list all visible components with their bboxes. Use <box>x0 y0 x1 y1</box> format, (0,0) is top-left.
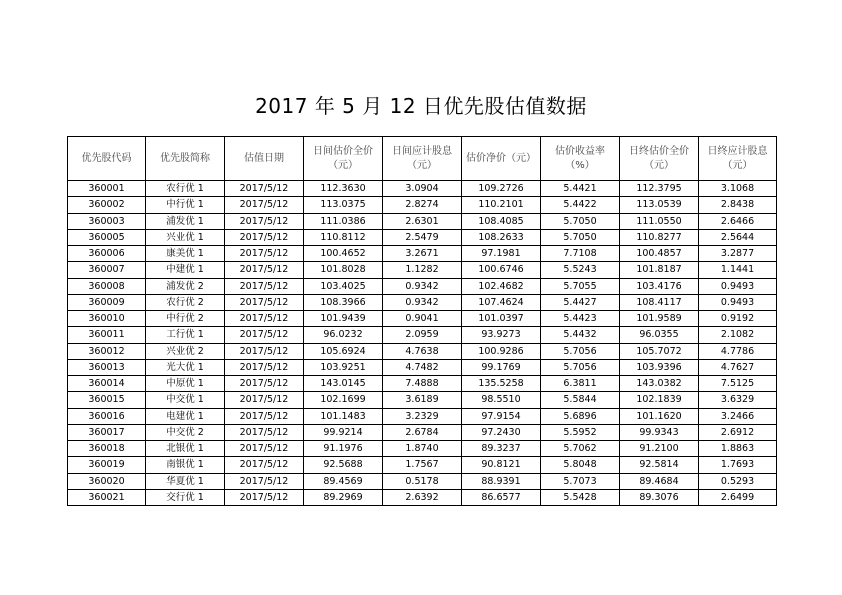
table-cell-intraday-full-price: 89.4569 <box>304 473 383 489</box>
table-cell-eod-accrued-dividend: 3.2466 <box>699 408 777 424</box>
column-header-text: 估价净价（元） <box>466 152 536 164</box>
table-cell-yield: 5.7056 <box>541 359 620 375</box>
table-cell-eod-full-price: 143.0382 <box>620 376 699 392</box>
table-cell-net-price: 102.4682 <box>462 278 541 294</box>
column-header-text: 估价收益率 <box>555 145 605 157</box>
table-cell-valuation-date: 2017/5/12 <box>225 359 304 375</box>
table-cell-short-name: 中建优 1 <box>146 262 225 278</box>
table-cell-short-name: 工行优 1 <box>146 327 225 343</box>
table-cell-intraday-full-price: 105.6924 <box>304 343 383 359</box>
column-header-yield <box>541 137 620 181</box>
table-cell-code: 360018 <box>68 441 146 457</box>
table-cell-eod-accrued-dividend: 3.2877 <box>699 246 777 262</box>
page-title: 2017 年 5 月 12 日优先股估值数据 <box>255 94 587 118</box>
table-cell-eod-full-price: 110.8277 <box>620 229 699 245</box>
table-cell-yield: 5.5428 <box>541 489 620 505</box>
table-cell-net-price: 109.2726 <box>462 181 541 197</box>
table-cell-eod-accrued-dividend: 2.6912 <box>699 424 777 440</box>
table-cell-eod-accrued-dividend: 2.8438 <box>699 197 777 213</box>
table-cell-intraday-accrued-dividend: 2.6392 <box>383 489 462 505</box>
table-cell-yield: 5.4432 <box>541 327 620 343</box>
table-cell-eod-accrued-dividend: 4.7627 <box>699 359 777 375</box>
table-cell-eod-accrued-dividend: 0.5293 <box>699 473 777 489</box>
table-cell-net-price: 99.1769 <box>462 359 541 375</box>
table-cell-intraday-full-price: 101.9439 <box>304 311 383 327</box>
table-cell-net-price: 108.2633 <box>462 229 541 245</box>
table-cell-eod-accrued-dividend: 0.9192 <box>699 311 777 327</box>
table-cell-short-name: 中行优 2 <box>146 311 225 327</box>
table-cell-eod-full-price: 111.0550 <box>620 213 699 229</box>
table-cell-short-name: 北银优 1 <box>146 441 225 457</box>
table-row <box>68 392 777 408</box>
table-cell-eod-full-price: 113.0539 <box>620 197 699 213</box>
table-cell-valuation-date: 2017/5/12 <box>225 311 304 327</box>
table-cell-yield: 5.7050 <box>541 213 620 229</box>
table-row <box>68 246 777 262</box>
table-cell-code: 360006 <box>68 246 146 262</box>
table-cell-short-name: 浦发优 2 <box>146 278 225 294</box>
table-cell-code: 360014 <box>68 376 146 392</box>
column-header-text: 优先股代码 <box>81 152 132 164</box>
table-cell-eod-full-price: 105.7072 <box>620 343 699 359</box>
table-cell-valuation-date: 2017/5/12 <box>225 457 304 473</box>
table-cell-short-name: 中行优 1 <box>146 197 225 213</box>
column-header-short-name <box>146 137 225 181</box>
table-cell-valuation-date: 2017/5/12 <box>225 489 304 505</box>
table-cell-eod-accrued-dividend: 3.1068 <box>699 181 777 197</box>
table-cell-short-name: 交行优 1 <box>146 489 225 505</box>
table-cell-eod-full-price: 92.5814 <box>620 457 699 473</box>
table-cell-net-price: 89.3237 <box>462 441 541 457</box>
table-cell-code: 360005 <box>68 229 146 245</box>
table-cell-code: 360016 <box>68 408 146 424</box>
table-cell-intraday-accrued-dividend: 1.8740 <box>383 441 462 457</box>
table-cell-intraday-full-price: 103.9251 <box>304 359 383 375</box>
table-cell-valuation-date: 2017/5/12 <box>225 181 304 197</box>
table-cell-intraday-accrued-dividend: 7.4888 <box>383 376 462 392</box>
table-cell-eod-accrued-dividend: 1.8863 <box>699 441 777 457</box>
table-row <box>68 278 777 294</box>
table-cell-intraday-accrued-dividend: 3.2329 <box>383 408 462 424</box>
table-cell-eod-full-price: 103.9396 <box>620 359 699 375</box>
table-cell-yield: 5.7073 <box>541 473 620 489</box>
table-cell-eod-full-price: 101.8187 <box>620 262 699 278</box>
table-cell-eod-accrued-dividend: 2.5644 <box>699 229 777 245</box>
column-header-text: （元） <box>644 159 674 171</box>
table-cell-code: 360013 <box>68 359 146 375</box>
column-header-text: （元） <box>328 159 358 171</box>
table-row <box>68 457 777 473</box>
table-cell-intraday-accrued-dividend: 2.0959 <box>383 327 462 343</box>
table-cell-net-price: 101.0397 <box>462 311 541 327</box>
table-cell-yield: 5.4422 <box>541 197 620 213</box>
table-cell-intraday-full-price: 89.2969 <box>304 489 383 505</box>
table-cell-code: 360021 <box>68 489 146 505</box>
column-header-text: 日终估价全价 <box>629 145 689 157</box>
table-cell-valuation-date: 2017/5/12 <box>225 278 304 294</box>
column-header-text: （元） <box>722 159 753 171</box>
table-cell-intraday-accrued-dividend: 0.9041 <box>383 311 462 327</box>
table-cell-net-price: 97.2430 <box>462 424 541 440</box>
table-cell-intraday-full-price: 100.4652 <box>304 246 383 262</box>
table-cell-yield: 5.4423 <box>541 311 620 327</box>
table-cell-intraday-accrued-dividend: 0.9342 <box>383 278 462 294</box>
table-cell-valuation-date: 2017/5/12 <box>225 424 304 440</box>
table-cell-valuation-date: 2017/5/12 <box>225 376 304 392</box>
table-cell-short-name: 兴业优 2 <box>146 343 225 359</box>
table-cell-eod-full-price: 101.9589 <box>620 311 699 327</box>
column-header-text: 优先股简称 <box>160 152 210 164</box>
column-header-code <box>68 137 146 181</box>
table-cell-eod-accrued-dividend: 2.6466 <box>699 213 777 229</box>
column-header-text: （元） <box>407 159 437 171</box>
table-cell-code: 360015 <box>68 392 146 408</box>
table-cell-eod-accrued-dividend: 2.6499 <box>699 489 777 505</box>
table-cell-valuation-date: 2017/5/12 <box>225 327 304 343</box>
table-cell-valuation-date: 2017/5/12 <box>225 213 304 229</box>
table-cell-intraday-accrued-dividend: 4.7482 <box>383 359 462 375</box>
table-cell-intraday-accrued-dividend: 0.5178 <box>383 473 462 489</box>
table-cell-eod-full-price: 103.4176 <box>620 278 699 294</box>
table-cell-intraday-accrued-dividend: 1.1282 <box>383 262 462 278</box>
table-row <box>68 376 777 392</box>
table-cell-eod-full-price: 96.0355 <box>620 327 699 343</box>
table-cell-intraday-accrued-dividend: 3.2671 <box>383 246 462 262</box>
table-cell-code: 360001 <box>68 181 146 197</box>
table-row <box>68 489 777 505</box>
table-cell-yield: 5.5844 <box>541 392 620 408</box>
table-cell-code: 360017 <box>68 424 146 440</box>
table-cell-code: 360007 <box>68 262 146 278</box>
table-row <box>68 294 777 310</box>
table-cell-net-price: 88.9391 <box>462 473 541 489</box>
table-cell-short-name: 华夏优 1 <box>146 473 225 489</box>
table-cell-eod-accrued-dividend: 1.7693 <box>699 457 777 473</box>
table-cell-intraday-full-price: 112.3630 <box>304 181 383 197</box>
table-cell-net-price: 135.5258 <box>462 376 541 392</box>
table-cell-eod-full-price: 101.1620 <box>620 408 699 424</box>
table-cell-valuation-date: 2017/5/12 <box>225 408 304 424</box>
table-cell-intraday-full-price: 102.1699 <box>304 392 383 408</box>
table-row <box>68 213 777 229</box>
table-cell-intraday-full-price: 101.8028 <box>304 262 383 278</box>
table-cell-short-name: 光大优 1 <box>146 359 225 375</box>
column-header-text: 估值日期 <box>244 152 284 164</box>
table-cell-short-name: 中交优 2 <box>146 424 225 440</box>
table-cell-yield: 5.7062 <box>541 441 620 457</box>
table-cell-eod-accrued-dividend: 2.1082 <box>699 327 777 343</box>
table-cell-eod-accrued-dividend: 7.5125 <box>699 376 777 392</box>
table-row <box>68 327 777 343</box>
table-cell-intraday-full-price: 111.0386 <box>304 213 383 229</box>
table-row <box>68 262 777 278</box>
table-cell-valuation-date: 2017/5/12 <box>225 262 304 278</box>
table-cell-code: 360008 <box>68 278 146 294</box>
table-cell-eod-accrued-dividend: 4.7786 <box>699 343 777 359</box>
table-cell-intraday-accrued-dividend: 3.0904 <box>383 181 462 197</box>
table-cell-yield: 7.7108 <box>541 246 620 262</box>
table-cell-yield: 5.6896 <box>541 408 620 424</box>
table-row <box>68 181 777 197</box>
table-cell-net-price: 93.9273 <box>462 327 541 343</box>
table-cell-intraday-full-price: 103.4025 <box>304 278 383 294</box>
table-header-row <box>68 137 777 181</box>
column-header-text: 日间应计股息 <box>392 145 452 157</box>
column-header-text: （%） <box>565 159 595 171</box>
table-cell-code: 360020 <box>68 473 146 489</box>
table-cell-short-name: 浦发优 1 <box>146 213 225 229</box>
table-cell-valuation-date: 2017/5/12 <box>225 197 304 213</box>
column-header-net-price <box>462 137 541 181</box>
table-cell-short-name: 中原优 1 <box>146 376 225 392</box>
table-cell-net-price: 110.2101 <box>462 197 541 213</box>
table-row <box>68 229 777 245</box>
table-row <box>68 441 777 457</box>
table-cell-net-price: 100.6746 <box>462 262 541 278</box>
table-cell-intraday-accrued-dividend: 1.7567 <box>383 457 462 473</box>
table-cell-valuation-date: 2017/5/12 <box>225 294 304 310</box>
column-header-eod-accrued-dividend <box>699 137 777 181</box>
table-cell-net-price: 108.4085 <box>462 213 541 229</box>
table-cell-intraday-full-price: 143.0145 <box>304 376 383 392</box>
table-cell-intraday-full-price: 101.1483 <box>304 408 383 424</box>
table-cell-intraday-accrued-dividend: 4.7638 <box>383 343 462 359</box>
table-cell-intraday-accrued-dividend: 0.9342 <box>383 294 462 310</box>
table-cell-intraday-accrued-dividend: 2.5479 <box>383 229 462 245</box>
table-cell-net-price: 98.5510 <box>462 392 541 408</box>
table-cell-code: 360009 <box>68 294 146 310</box>
table-cell-eod-full-price: 99.9343 <box>620 424 699 440</box>
table-cell-valuation-date: 2017/5/12 <box>225 229 304 245</box>
table-cell-intraday-full-price: 91.1976 <box>304 441 383 457</box>
table-cell-intraday-full-price: 92.5688 <box>304 457 383 473</box>
table-cell-yield: 5.7055 <box>541 278 620 294</box>
table-cell-short-name: 康美优 1 <box>146 246 225 262</box>
table-cell-yield: 5.4421 <box>541 181 620 197</box>
table-cell-intraday-accrued-dividend: 3.6189 <box>383 392 462 408</box>
column-header-eod-full-price <box>620 137 699 181</box>
table-cell-valuation-date: 2017/5/12 <box>225 343 304 359</box>
table-cell-eod-full-price: 112.3795 <box>620 181 699 197</box>
table-cell-net-price: 97.1981 <box>462 246 541 262</box>
table-cell-code: 360010 <box>68 311 146 327</box>
table-cell-intraday-accrued-dividend: 2.8274 <box>383 197 462 213</box>
table-cell-net-price: 90.8121 <box>462 457 541 473</box>
table-row <box>68 424 777 440</box>
table-cell-eod-accrued-dividend: 1.1441 <box>699 262 777 278</box>
table-cell-eod-accrued-dividend: 0.9493 <box>699 278 777 294</box>
table-cell-valuation-date: 2017/5/12 <box>225 441 304 457</box>
table-cell-short-name: 中交优 1 <box>146 392 225 408</box>
table-cell-eod-full-price: 89.4684 <box>620 473 699 489</box>
table-cell-short-name: 电建优 1 <box>146 408 225 424</box>
table-cell-short-name: 农行优 1 <box>146 181 225 197</box>
table-row <box>68 311 777 327</box>
table-cell-short-name: 农行优 2 <box>146 294 225 310</box>
table-cell-intraday-accrued-dividend: 2.6301 <box>383 213 462 229</box>
table-cell-net-price: 107.4624 <box>462 294 541 310</box>
table-cell-yield: 5.4427 <box>541 294 620 310</box>
table-cell-eod-full-price: 91.2100 <box>620 441 699 457</box>
table-cell-short-name: 南银优 1 <box>146 457 225 473</box>
table-cell-intraday-full-price: 99.9214 <box>304 424 383 440</box>
table-cell-intraday-full-price: 113.0375 <box>304 197 383 213</box>
table-cell-eod-full-price: 102.1839 <box>620 392 699 408</box>
table-row <box>68 408 777 424</box>
table-cell-eod-full-price: 100.4857 <box>620 246 699 262</box>
table-cell-net-price: 86.6577 <box>462 489 541 505</box>
column-header-text: 日终应计股息 <box>707 145 768 157</box>
table-cell-valuation-date: 2017/5/12 <box>225 473 304 489</box>
table-cell-net-price: 97.9154 <box>462 408 541 424</box>
column-header-intraday-full-price <box>304 137 383 181</box>
column-header-valuation-date <box>225 137 304 181</box>
table-cell-code: 360011 <box>68 327 146 343</box>
table-row <box>68 359 777 375</box>
table-cell-short-name: 兴业优 1 <box>146 229 225 245</box>
table-cell-code: 360002 <box>68 197 146 213</box>
table-cell-intraday-full-price: 96.0232 <box>304 327 383 343</box>
column-header-text: 日间估价全价 <box>313 145 373 157</box>
table-cell-valuation-date: 2017/5/12 <box>225 392 304 408</box>
table-cell-yield: 5.8048 <box>541 457 620 473</box>
table-row <box>68 197 777 213</box>
table-cell-intraday-full-price: 110.8112 <box>304 229 383 245</box>
table-cell-yield: 5.5243 <box>541 262 620 278</box>
table-cell-eod-accrued-dividend: 0.9493 <box>699 294 777 310</box>
table-cell-yield: 6.3811 <box>541 376 620 392</box>
table-cell-yield: 5.7056 <box>541 343 620 359</box>
table-cell-eod-full-price: 89.3076 <box>620 489 699 505</box>
table-cell-yield: 5.5952 <box>541 424 620 440</box>
table-cell-net-price: 100.9286 <box>462 343 541 359</box>
table-row <box>68 343 777 359</box>
table-cell-code: 360019 <box>68 457 146 473</box>
table-cell-eod-full-price: 108.4117 <box>620 294 699 310</box>
table-cell-code: 360012 <box>68 343 146 359</box>
table-cell-code: 360003 <box>68 213 146 229</box>
table-cell-yield: 5.7050 <box>541 229 620 245</box>
valuation-table <box>67 136 777 506</box>
table-cell-intraday-full-price: 108.3966 <box>304 294 383 310</box>
table-cell-eod-accrued-dividend: 3.6329 <box>699 392 777 408</box>
column-header-intraday-accrued-dividend <box>383 137 462 181</box>
table-cell-valuation-date: 2017/5/12 <box>225 246 304 262</box>
table-row <box>68 473 777 489</box>
table-cell-intraday-accrued-dividend: 2.6784 <box>383 424 462 440</box>
